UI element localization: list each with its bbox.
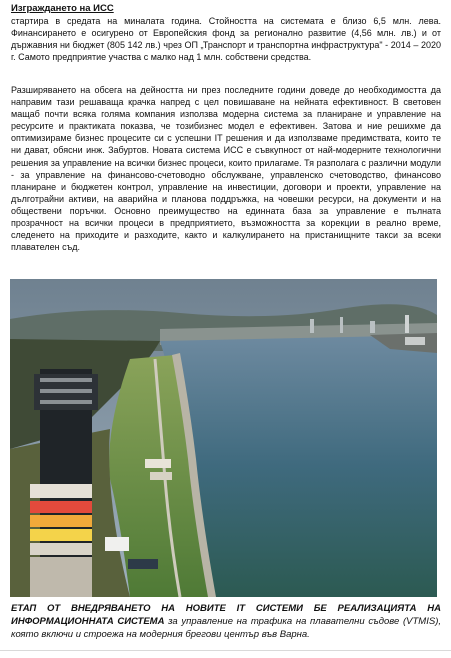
caption-text: за управление на трафика на плавателни съдове (VTMIS), която включи и строежа на модерния брегови център във Варна. (11, 615, 441, 640)
footer-divider (0, 650, 451, 651)
paragraph-system-description: Разширяването на обсега на дейността ни през последните години доведе до необходимостта да направим тази решаваща крачка напред с цел повишаване на нейната ефективност. В световен мащаб почти всяка голяма компания използва модерна система за планиране и управление на ресурсите и практиката показва, че тозибизнес модел е ефективен. Затова и ние решихме да оптимизираме бизнес процесите си с успешни IT решения и да използваме предимствата, които те ни дават, обясни инж. Забуртов. Новата система ИСС е съвкупност от най-модерните технологични решения за управление на всички бизнес процеси, които прилагаме. Тя разполага с различни модули - за управление на финансово-счетоводно обслужване, управленско счетоводство, финансово планиране и бюджетен контрол, управление на инвестиции, договори и проекти, управление на дълготрайни активи, на аварийна и планова поддръжка, на човешки ресурси, на документи и на обществени поръчки. Основно преимущество на единната база за управление е пълната прозрачност на всички процеси в предприятието, възможността за корекции в реално време, следенето на приходите и разходите, както и калкулирането на пристанищните такси за всеки плавателен съд. (11, 85, 441, 253)
caption-bold-text: ЕТАП ОТ ВНЕДРЯВАНЕТО НА НОВИТЕ IT СИСТЕМИ БЕ РЕАЛИЗАЦИЯТА НА ИНФОРМАЦИОННАТА СИСТЕМА (11, 603, 441, 627)
section-heading: Изграждането на ИСС (11, 3, 114, 14)
photo-caption (11, 603, 441, 641)
paragraph-funding: стартира в средата на миналата година. Стойността на системата е близо 6,5 млн. лева. Финансирането е осигурено от Европейския фонд за регионално развитие (4,56 млн. лв.) и от държавния ни бюджет (805 142 лв.) чрез ОП „Транспорт и транспортна инфраструктура" - 2014 – 2020 г. Самото предприятие участва с малко над 1 млн. собствени средства. (11, 16, 441, 63)
aerial-photo-varna-canal (10, 279, 437, 597)
